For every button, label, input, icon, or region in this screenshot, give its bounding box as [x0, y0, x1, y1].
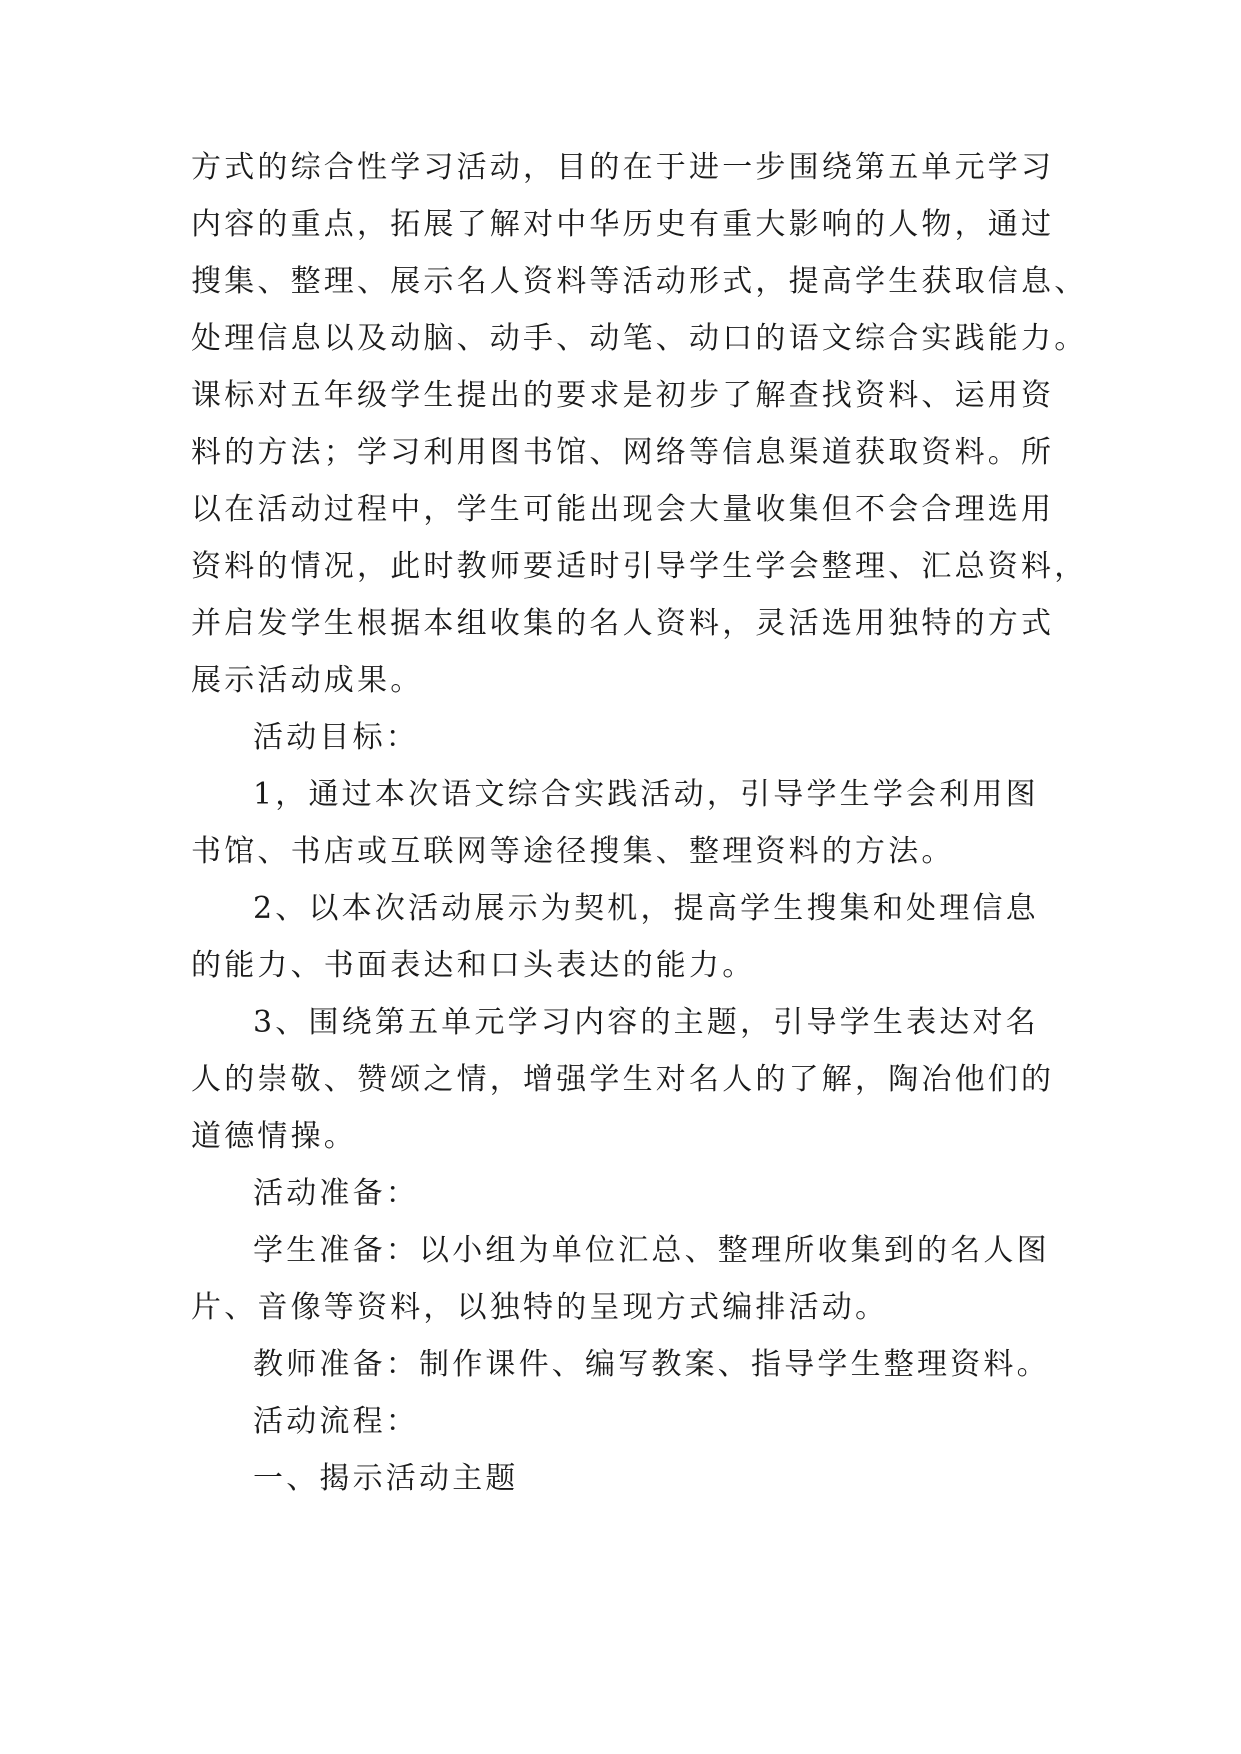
text-line: 2、以本次活动展示为契机，提高学生搜集和处理信息 — [253, 891, 1039, 926]
text-line: 课标对五年级学生提出的要求是初步了解查找资料、运用资 — [191, 378, 1055, 413]
text-line: 学生准备：以小组为单位汇总、整理所收集到的名人图 — [253, 1233, 1050, 1268]
text-line: 书馆、书店或互联网等途径搜集、整理资料的方法。 — [191, 834, 955, 869]
text-line: 3、围绕第五单元学习内容的主题，引导学生表达对名 — [253, 1005, 1039, 1040]
text-line: 处理信息以及动脑、动手、动笔、动口的语文综合实践能力。 — [191, 321, 1088, 356]
text-line: 并启发学生根据本组收集的名人资料，灵活选用独特的方式 — [191, 606, 1055, 641]
text-line: 片、音像等资料，以独特的呈现方式编排活动。 — [191, 1290, 889, 1325]
section-heading: 一、揭示活动主题 — [253, 1461, 519, 1496]
text-line: 道德情操。 — [191, 1119, 357, 1154]
text-line: 搜集、整理、展示名人资料等活动形式，提高学生获取信息、 — [191, 264, 1088, 299]
text-line: 内容的重点，拓展了解对中华历史有重大影响的人物，通过 — [191, 207, 1055, 242]
text-line: 的能力、书面表达和口头表达的能力。 — [191, 948, 756, 983]
text-line: 教师准备：制作课件、编写教案、指导学生整理资料。 — [253, 1347, 1050, 1382]
section-heading: 活动流程： — [253, 1404, 419, 1439]
text-line: 方式的综合性学习活动，目的在于进一步围绕第五单元学习 — [191, 150, 1055, 185]
section-heading: 活动目标： — [253, 720, 419, 755]
text-line: 资料的情况，此时教师要适时引导学生学会整理、汇总资料， — [191, 549, 1088, 584]
text-line: 1，通过本次语文综合实践活动，引导学生学会利用图 — [253, 777, 1039, 812]
text-line: 展示活动成果。 — [191, 663, 424, 698]
text-line: 料的方法；学习利用图书馆、网络等信息渠道获取资料。所 — [191, 435, 1055, 470]
text-line: 以在活动过程中，学生可能出现会大量收集但不会合理选用 — [191, 492, 1055, 527]
text-line: 人的崇敬、赞颂之情，增强学生对名人的了解，陶冶他们的 — [191, 1062, 1055, 1097]
section-heading: 活动准备： — [253, 1176, 419, 1211]
